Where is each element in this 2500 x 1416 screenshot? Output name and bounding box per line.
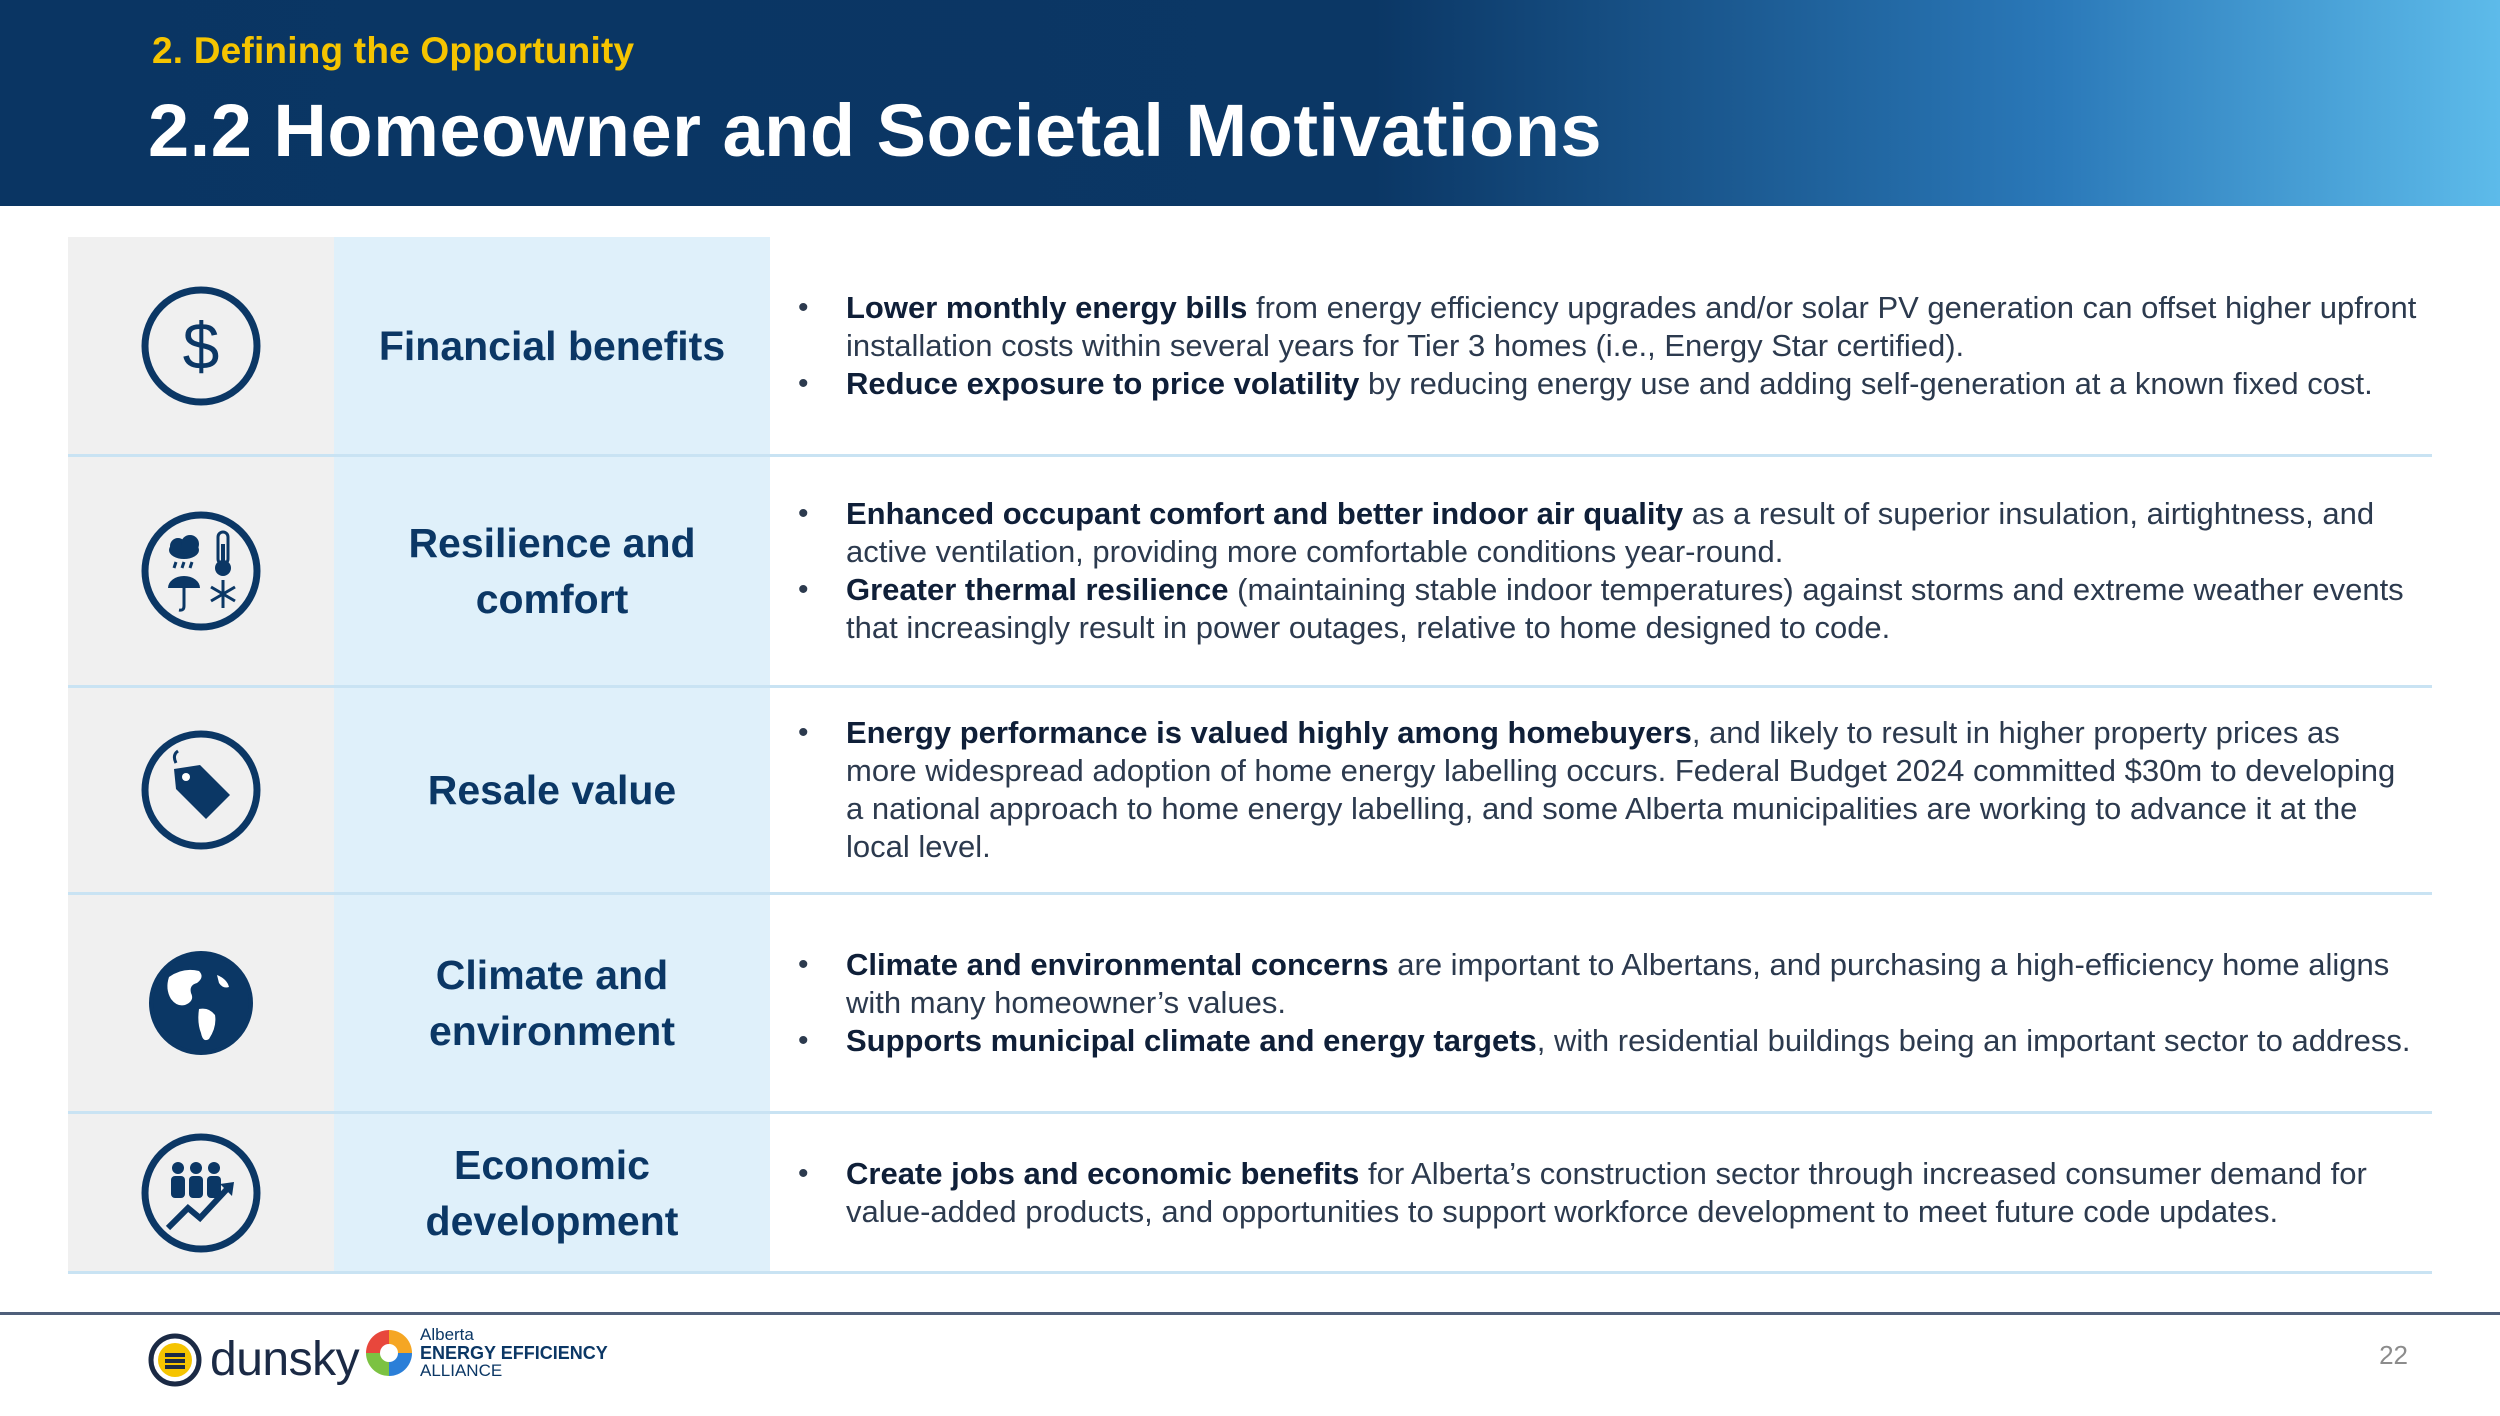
svg-text:$: $ bbox=[182, 308, 220, 383]
aeea-line2: ENERGY EFFICIENCY bbox=[420, 1343, 608, 1363]
bullet-bold: Enhanced occupant comfort and better indoor air quality bbox=[846, 496, 1684, 531]
dollar-circle-icon bbox=[140, 285, 262, 407]
bullet-item bbox=[784, 946, 2418, 1022]
bullet-item bbox=[784, 365, 2418, 403]
bullet-item bbox=[784, 1155, 2418, 1231]
bullet-text: (maintaining stable indoor temperatures) against storms and extreme weather events that increasingly result in power outages, relative to home designed to code. bbox=[846, 572, 2404, 645]
row-label: Resilience and comfort bbox=[334, 457, 770, 685]
bullet-bold: Reduce exposure to price volatility bbox=[846, 365, 1360, 401]
page-title: 2.2 Homeowner and Societal Motivations bbox=[148, 89, 1603, 172]
bullet-list bbox=[784, 946, 2418, 1060]
bullet-text: as a result of superior insulation, airtightness, and active ventilation, providing more comfortable conditions year-round. bbox=[846, 496, 2375, 569]
icon-cell bbox=[68, 688, 334, 892]
content-cell bbox=[770, 688, 2432, 892]
content-cell bbox=[770, 1114, 2432, 1271]
row-label: Resale value bbox=[334, 688, 770, 892]
people-growth-icon bbox=[140, 1132, 262, 1254]
bullet-item bbox=[784, 495, 2418, 571]
icon-cell bbox=[68, 1114, 334, 1271]
table-row bbox=[68, 1114, 2432, 1274]
weather-resilience-icon bbox=[140, 510, 262, 632]
content-cell bbox=[770, 895, 2432, 1111]
bullet-item bbox=[784, 571, 2418, 647]
bullet-text: from energy efficiency upgrades and/or solar PV generation can offset higher upfront installation costs within several years for Tier 3 homes (i.e., Energy Star certified). bbox=[846, 289, 2417, 363]
bullet-bold: Lower monthly energy bills bbox=[846, 289, 1248, 325]
icon-cell bbox=[68, 457, 334, 685]
aeea-logo bbox=[364, 1326, 608, 1380]
bullet-text: , with residential buildings being an important sector to address. bbox=[1536, 1023, 2411, 1058]
icon-cell bbox=[68, 237, 334, 454]
bullet-item bbox=[784, 714, 2418, 866]
aeea-logo-text bbox=[420, 1326, 608, 1380]
aeea-logo-mark-icon bbox=[364, 1328, 414, 1378]
footer-divider bbox=[0, 1312, 2500, 1315]
aeea-line1: Alberta bbox=[420, 1325, 474, 1344]
price-tag-icon bbox=[140, 729, 262, 851]
content-cell bbox=[770, 237, 2432, 454]
bullet-text: , and likely to result in higher property prices as more widespread adoption of home energy labelling occurs. Federal Budget 2024 committed $30m to developing a national approach to home energy labelling, and some Alberta municipalities are working to advance it at the local level. bbox=[846, 715, 2396, 864]
bullet-item bbox=[784, 1022, 2418, 1060]
bullet-bold: Energy performance is valued highly among homebuyers bbox=[846, 715, 1692, 750]
bullet-bold: Supports municipal climate and energy targets bbox=[846, 1023, 1537, 1058]
bullet-text: for Alberta’s construction sector through increased consumer demand for value-added products, and opportunities to support workforce development to meet future code updates. bbox=[846, 1155, 2367, 1229]
bullet-text: are important to Albertans, and purchasing a high-efficiency home aligns with many homeowner’s values. bbox=[846, 947, 2390, 1020]
page-number: 22 bbox=[2379, 1340, 2408, 1370]
table-row bbox=[68, 688, 2432, 895]
table-row bbox=[68, 237, 2432, 457]
bullet-item bbox=[784, 289, 2418, 365]
dunsky-logo-text: dunsky bbox=[210, 1333, 360, 1386]
bullet-bold: Greater thermal resilience bbox=[846, 572, 1229, 607]
aeea-line3: ALLIANCE bbox=[420, 1361, 503, 1380]
bullet-list bbox=[784, 289, 2418, 403]
bullet-bold: Create jobs and economic benefits bbox=[846, 1155, 1360, 1191]
bullet-bold: Climate and environmental concerns bbox=[846, 947, 1389, 982]
content-cell bbox=[770, 457, 2432, 685]
row-label: Economic development bbox=[334, 1114, 770, 1271]
bullet-text: by reducing energy use and adding self-generation at a known fixed cost. bbox=[1359, 365, 2373, 401]
dunsky-logo-mark-icon bbox=[148, 1333, 202, 1387]
motivations-table bbox=[68, 237, 2432, 1274]
globe-icon bbox=[147, 949, 255, 1057]
table-row bbox=[68, 457, 2432, 688]
bullet-list bbox=[784, 1155, 2418, 1231]
bullet-list bbox=[784, 714, 2418, 866]
icon-cell bbox=[68, 895, 334, 1111]
table-row bbox=[68, 895, 2432, 1114]
header-banner bbox=[0, 0, 2500, 206]
dunsky-logo bbox=[148, 1332, 359, 1387]
section-label: 2. Defining the Opportunity bbox=[152, 30, 635, 71]
row-label: Climate and environment bbox=[334, 895, 770, 1111]
bullet-list bbox=[784, 495, 2418, 647]
row-label: Financial benefits bbox=[334, 237, 770, 454]
